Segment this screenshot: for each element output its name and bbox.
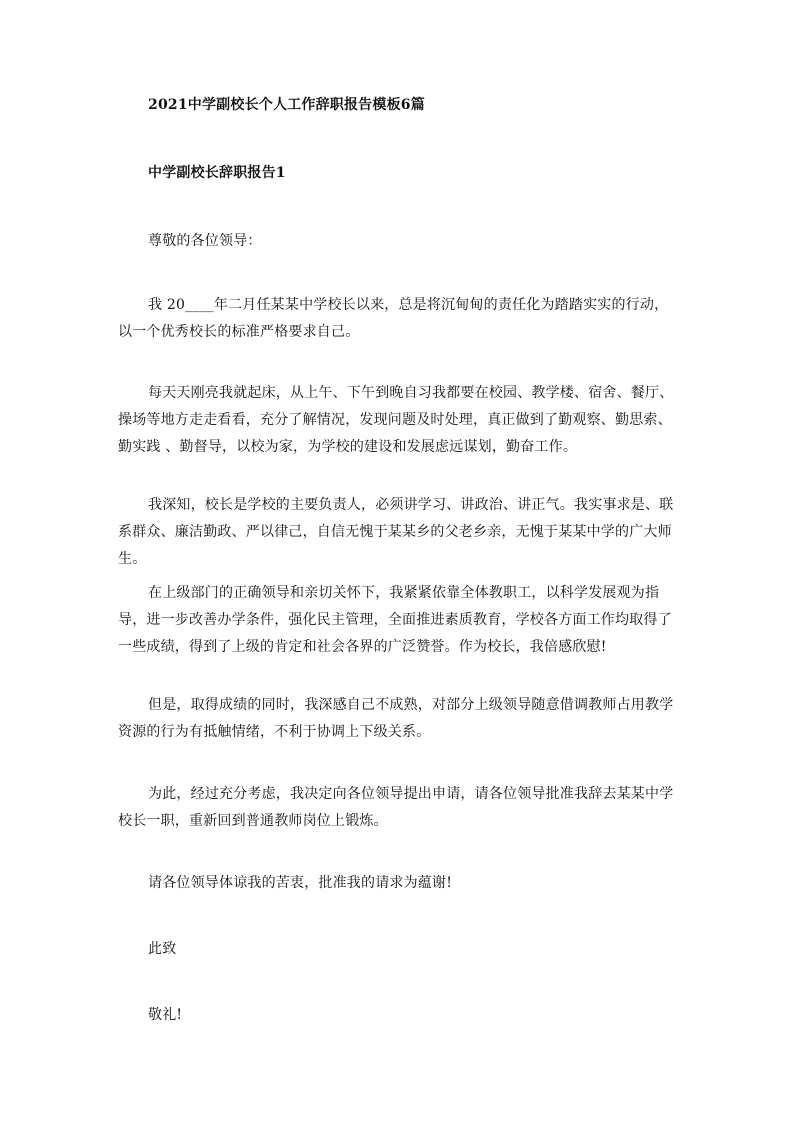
closing-regards: 此致 — [148, 941, 177, 957]
paragraph-3: 我深知，校长是学校的主要负责人，必须讲学习、讲政治、讲正气。我实事求是、联系群众、廉洁勤政、严以律己，自信无愧于某某乡的父老乡亲，无愧于某某中学的广大师生。 — [118, 497, 674, 567]
paragraph-2: 每天天刚亮我就起床，从上午、下午到晚自习我都要在校园、教学楼、宿舍、餐厅、操场等地方走走看看，充分了解情况，发现问题及时处理，真正做到了勤观察、勤思索、勤实践 、勤督导，以校为家，为学校的建设和发展虑远谋划，勤奋工作。 — [118, 385, 674, 455]
salutation: 尊敬的各位领导： — [148, 233, 262, 249]
document-title: 2021中学副校长个人工作辞职报告模板6篇 — [148, 97, 425, 113]
paragraph-1: 我 20____年二月任某某中学校长以来，总是将沉甸甸的责任化为踏踏实实的行动，以一个优秀校长的标准严格要求自己。 — [118, 297, 669, 340]
section-heading: 中学副校长辞职报告1 — [148, 165, 286, 181]
paragraph-7: 请各位领导体谅我的苦衷，批准我的请求为蕴谢! — [148, 875, 453, 891]
closing-salute: 敬礼! — [148, 1007, 183, 1023]
paragraph-5: 但是，取得成绩的同时，我深感自己不成熟，对部分上级领导随意借调教师占用教学资源的行为有抵触情绪，不利于协调上下级关系。 — [118, 697, 674, 740]
paragraph-4: 在上级部门的正确领导和亲切关怀下，我紧紧依靠全体教职工，以科学发展观为指导，进一步改善办学条件，强化民主管理，全面推进素质教育，学校各方面工作均取得了一些成绩，得到了上级的肯定和社会各界的广泛赞誉。作为校长，我倍感欣慰! — [118, 585, 672, 655]
paragraph-6: 为此，经过充分考虑，我决定向各位领导提出申请，请各位领导批准我辞去某某中学校长一职，重新回到普通教师岗位上锻炼。 — [118, 786, 674, 829]
